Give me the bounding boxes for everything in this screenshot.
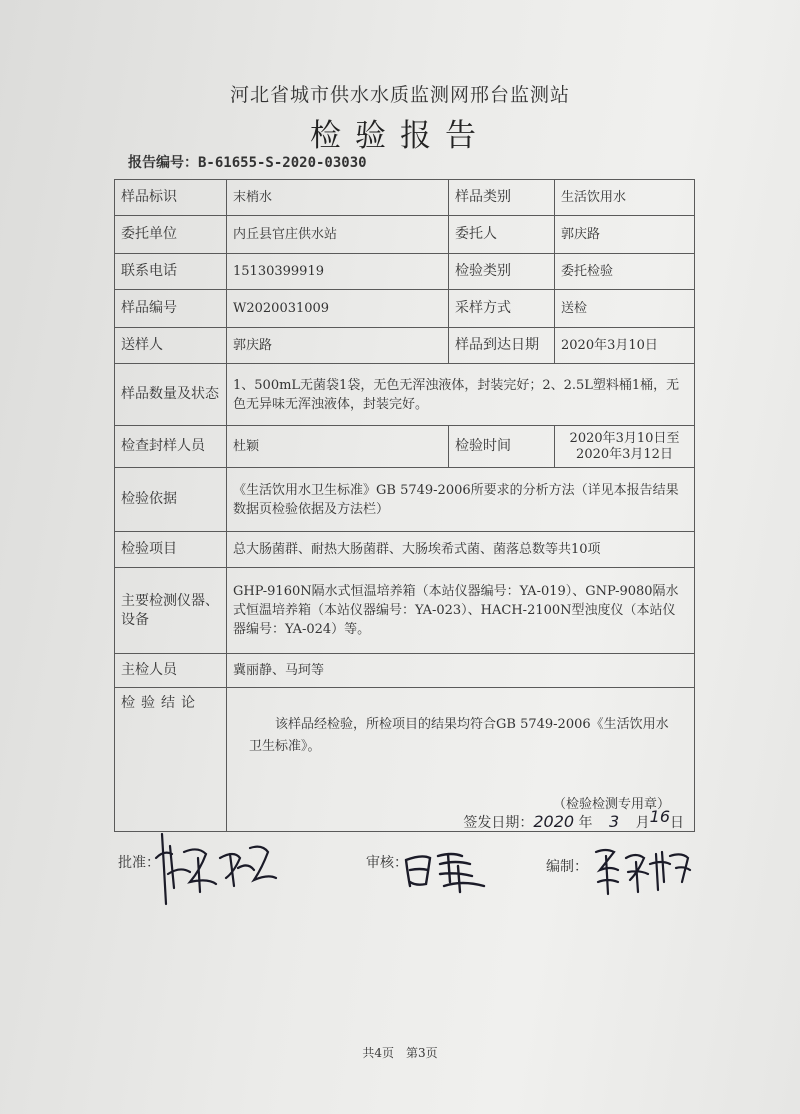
conclusion-cell (227, 688, 695, 832)
table-row (115, 426, 695, 468)
test-time-end: 2020年3月12日 (576, 446, 673, 462)
quantity-label: 样品数量及状态 (115, 364, 227, 426)
arrival-date-label: 样品到达日期 (449, 328, 555, 364)
seal-caption: （检验检测专用章） (552, 797, 670, 812)
review-label: 审核： (366, 855, 408, 871)
test-type-value: 委托检验 (555, 254, 695, 290)
approve-label: 批准： (118, 855, 160, 871)
info-table (114, 179, 695, 832)
basis-label: 检验依据 (115, 468, 227, 532)
sampling-method-value: 送检 (555, 290, 695, 328)
sealer-value: 杜颖 (227, 426, 449, 468)
report-number-value: B-61655-S-2020-03030 (198, 155, 367, 171)
conclusion-label: 检验结论 (115, 688, 227, 832)
issue-month: 3 (609, 812, 620, 831)
inspectors-value: 冀丽静、马珂等 (227, 654, 695, 688)
consignor-label: 委托人 (449, 216, 555, 254)
page-indicator: 共4页 第3页 (362, 1046, 438, 1060)
compile-label: 编制： (546, 859, 588, 875)
instruments-label: 主要检测仪器、设备 (115, 568, 227, 654)
items-label: 检验项目 (115, 532, 227, 568)
day-char: 日 (670, 815, 684, 831)
sample-id-label: 样品标识 (115, 180, 227, 216)
table-row (115, 468, 695, 532)
conclusion-text: 该样品经检验，所检项目的结果均符合GB 5749-2006《生活饮用水卫生标准》。 (249, 717, 669, 754)
year-char: 年 (578, 815, 593, 831)
test-time-start: 2020年3月10日至 (569, 430, 680, 446)
document-title: 检验报告 (310, 118, 490, 154)
items-value: 总大肠菌群、耐热大肠菌群、大肠埃希式菌、菌落总数等共10项 (227, 532, 695, 568)
organization-name: 河北省城市供水水质监测网邢台监测站 (229, 84, 570, 106)
table-row (115, 328, 695, 364)
approver-signature (150, 828, 280, 906)
consignor-value: 郭庆路 (555, 216, 695, 254)
issue-day: 16 (649, 807, 670, 826)
phone-label: 联系电话 (115, 254, 227, 290)
phone-value: 15130399919 (227, 254, 449, 290)
table-row (115, 654, 695, 688)
table-row (115, 532, 695, 568)
test-time-label: 检验时间 (449, 426, 555, 468)
test-type-label: 检验类别 (449, 254, 555, 290)
table-row (115, 254, 695, 290)
issue-date (463, 807, 684, 833)
sample-type-label: 样品类别 (449, 180, 555, 216)
issue-date-label: 签发日期： (463, 815, 534, 831)
sampling-method-label: 采样方式 (449, 290, 555, 328)
instruments-value: GHP-9160N隔水式恒温培养箱（本站仪器编号：YA-019）、GNP-9080隔水式恒温培养箱（本站仪器编号：YA-023）、HACH-2100N型浊度仪（本站仪器编号：YA-024）等。 (227, 568, 695, 654)
quantity-value: 1、500mL无菌袋1袋，无色无浑浊液体，封装完好；2、2.5L塑料桶1桶，无色无异味无浑浊液体，封装完好。 (227, 364, 695, 426)
sample-type-value: 生活饮用水 (555, 180, 695, 216)
deliverer-label: 送样人 (115, 328, 227, 364)
arrival-date-value: 2020年3月10日 (555, 328, 695, 364)
client-label: 委托单位 (115, 216, 227, 254)
sample-id-value: 末梢水 (227, 180, 449, 216)
inspectors-label: 主检人员 (115, 654, 227, 688)
client-value: 内丘县官庄供水站 (227, 216, 449, 254)
report-number (128, 152, 367, 172)
table-row (115, 364, 695, 426)
table-row (115, 180, 695, 216)
basis-value: 《生活饮用水卫生标准》GB 5749-2006所要求的分析方法（详见本报告结果数据页检验依据及方法栏） (227, 468, 695, 532)
table-row (115, 216, 695, 254)
deliverer-value: 郭庆路 (227, 328, 449, 364)
test-time-value (555, 426, 695, 468)
table-row (115, 568, 695, 654)
sample-no-value: W2020031009 (227, 290, 449, 328)
table-row (115, 688, 695, 832)
report-number-label: 报告编号： (128, 155, 198, 171)
table-row (115, 290, 695, 328)
sealer-label: 检查封样人员 (115, 426, 227, 468)
issue-year: 2020 (533, 812, 575, 831)
sample-no-label: 样品编号 (115, 290, 227, 328)
reviewer-signature (400, 846, 492, 896)
compiler-signature (592, 842, 692, 900)
month-char: 月 (635, 815, 650, 831)
